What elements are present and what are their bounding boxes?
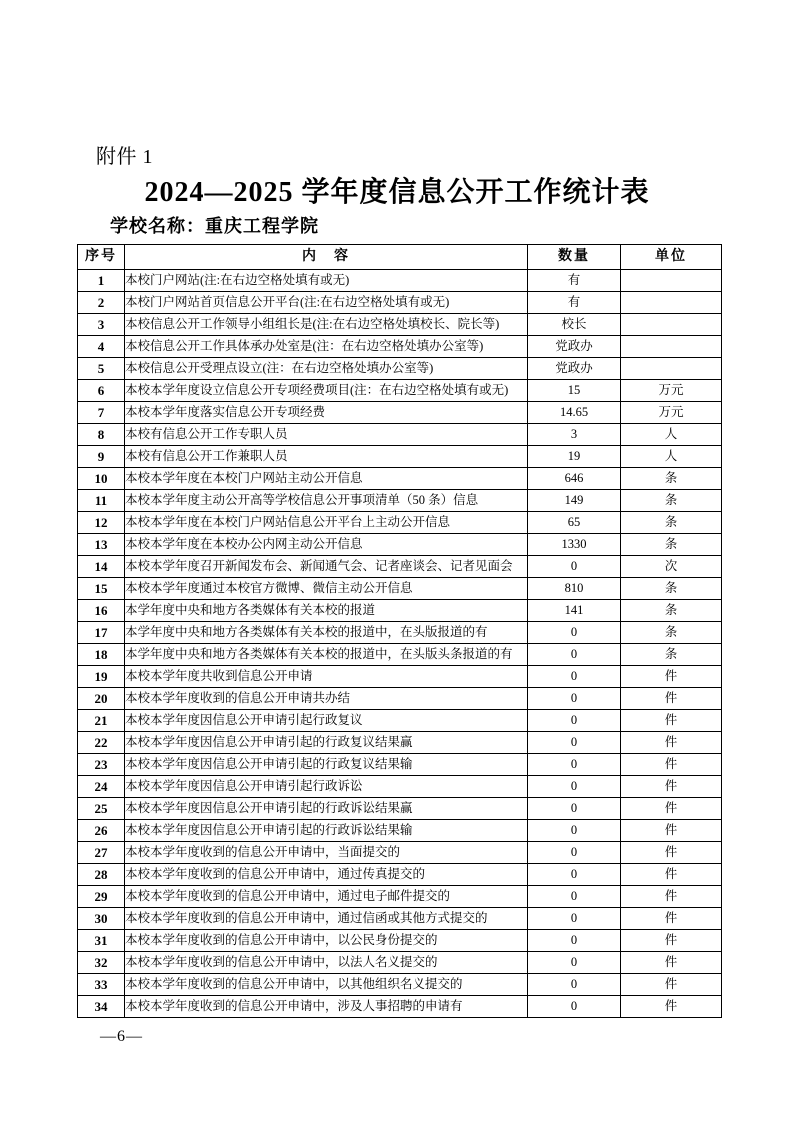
cell-no: 25 — [78, 798, 125, 820]
table-row — [78, 380, 722, 402]
cell-quantity: 有 — [528, 270, 621, 292]
cell-quantity: 0 — [528, 776, 621, 798]
cell-no: 4 — [78, 336, 125, 358]
cell-quantity: 1330 — [528, 534, 621, 556]
table-row — [78, 996, 722, 1018]
cell-no: 18 — [78, 644, 125, 666]
table-row — [78, 952, 722, 974]
cell-quantity: 0 — [528, 556, 621, 578]
table-row — [78, 622, 722, 644]
cell-content: 本校本学年度因信息公开申请引起行政诉讼 — [125, 776, 528, 798]
table-row — [78, 710, 722, 732]
cell-unit: 条 — [621, 490, 722, 512]
school-name-line: 学校名称：重庆工程学院 — [110, 216, 319, 236]
table-row — [78, 732, 722, 754]
cell-content: 本校本学年度因信息公开申请引起的行政诉讼结果赢 — [125, 798, 528, 820]
cell-no: 26 — [78, 820, 125, 842]
cell-content: 本校本学年度在本校门户网站信息公开平台上主动公开信息 — [125, 512, 528, 534]
cell-unit: 件 — [621, 710, 722, 732]
cell-no: 20 — [78, 688, 125, 710]
cell-quantity: 0 — [528, 930, 621, 952]
table-row — [78, 600, 722, 622]
cell-content: 本校本学年度收到的信息公开申请中，以公民身份提交的 — [125, 930, 528, 952]
cell-unit: 件 — [621, 666, 722, 688]
cell-quantity: 149 — [528, 490, 621, 512]
cell-unit: 条 — [621, 600, 722, 622]
cell-no: 24 — [78, 776, 125, 798]
table-row — [78, 424, 722, 446]
cell-quantity: 校长 — [528, 314, 621, 336]
cell-content: 本校本学年度通过本校官方微博、微信主动公开信息 — [125, 578, 528, 600]
cell-content: 本校信息公开受理点设立(注：在右边空格处填办公室等) — [125, 358, 528, 380]
cell-unit: 件 — [621, 820, 722, 842]
cell-content: 本校本学年度主动公开高等学校信息公开事项清单（50 条）信息 — [125, 490, 528, 512]
cell-content: 本校本学年度设立信息公开专项经费项目(注：在右边空格处填有或无) — [125, 380, 528, 402]
cell-no: 3 — [78, 314, 125, 336]
cell-unit — [621, 292, 722, 314]
cell-unit: 条 — [621, 578, 722, 600]
cell-quantity: 65 — [528, 512, 621, 534]
cell-no: 29 — [78, 886, 125, 908]
cell-unit: 件 — [621, 974, 722, 996]
cell-quantity: 0 — [528, 732, 621, 754]
cell-unit: 条 — [621, 512, 722, 534]
cell-content: 本校信息公开工作领导小组组长是(注:在右边空格处填校长、院长等) — [125, 314, 528, 336]
cell-quantity: 党政办 — [528, 358, 621, 380]
table-row — [78, 842, 722, 864]
cell-no: 27 — [78, 842, 125, 864]
cell-no: 33 — [78, 974, 125, 996]
cell-quantity: 3 — [528, 424, 621, 446]
table-row — [78, 820, 722, 842]
table-row — [78, 314, 722, 336]
table-row — [78, 402, 722, 424]
cell-content: 本校本学年度因信息公开申请引起的行政诉讼结果输 — [125, 820, 528, 842]
cell-no: 2 — [78, 292, 125, 314]
cell-no: 7 — [78, 402, 125, 424]
table-row — [78, 754, 722, 776]
cell-content: 本学年度中央和地方各类媒体有关本校的报道中，在头版头条报道的有 — [125, 644, 528, 666]
cell-content: 本校本学年度收到的信息公开申请中，通过信函或其他方式提交的 — [125, 908, 528, 930]
table-row — [78, 490, 722, 512]
cell-quantity: 15 — [528, 380, 621, 402]
cell-unit: 件 — [621, 886, 722, 908]
table-row — [78, 886, 722, 908]
cell-quantity: 0 — [528, 842, 621, 864]
cell-content: 本校信息公开工作具体承办处室是(注：在右边空格处填办公室等) — [125, 336, 528, 358]
cell-quantity: 0 — [528, 688, 621, 710]
cell-quantity: 0 — [528, 864, 621, 886]
cell-unit: 万元 — [621, 402, 722, 424]
cell-unit: 次 — [621, 556, 722, 578]
cell-quantity: 0 — [528, 666, 621, 688]
page-number: —6— — [100, 1028, 143, 1045]
cell-quantity: 0 — [528, 754, 621, 776]
cell-unit: 条 — [621, 468, 722, 490]
cell-no: 32 — [78, 952, 125, 974]
cell-unit: 人 — [621, 424, 722, 446]
cell-content: 本校有信息公开工作专职人员 — [125, 424, 528, 446]
cell-unit: 条 — [621, 622, 722, 644]
column-header-no: 序号 — [78, 245, 125, 270]
cell-content: 本校本学年度在本校办公内网主动公开信息 — [125, 534, 528, 556]
cell-quantity: 0 — [528, 710, 621, 732]
table-row — [78, 512, 722, 534]
cell-no: 34 — [78, 996, 125, 1018]
table-row — [78, 864, 722, 886]
table-row — [78, 930, 722, 952]
cell-unit — [621, 336, 722, 358]
column-header-unit: 单位 — [621, 245, 722, 270]
cell-content: 本校本学年度收到的信息公开申请中，以其他组织名义提交的 — [125, 974, 528, 996]
table-row — [78, 534, 722, 556]
table-row — [78, 446, 722, 468]
cell-content: 本校本学年度收到的信息公开申请中，通过传真提交的 — [125, 864, 528, 886]
table-row — [78, 644, 722, 666]
table-row — [78, 908, 722, 930]
cell-content: 本校本学年度召开新闻发布会、新闻通气会、记者座谈会、记者见面会 — [125, 556, 528, 578]
cell-no: 31 — [78, 930, 125, 952]
cell-content: 本校本学年度收到的信息公开申请中，涉及人事招聘的申请有 — [125, 996, 528, 1018]
cell-no: 14 — [78, 556, 125, 578]
attachment-label: 附件 1 — [96, 146, 153, 168]
page-title: 2024—2025 学年度信息公开工作统计表 — [144, 177, 650, 208]
cell-content: 本校本学年度因信息公开申请引起的行政复议结果赢 — [125, 732, 528, 754]
cell-unit: 条 — [621, 534, 722, 556]
cell-content: 本校本学年度收到的信息公开申请共办结 — [125, 688, 528, 710]
table-row — [78, 556, 722, 578]
cell-content: 本校有信息公开工作兼职人员 — [125, 446, 528, 468]
cell-no: 23 — [78, 754, 125, 776]
cell-unit: 件 — [621, 798, 722, 820]
cell-quantity: 有 — [528, 292, 621, 314]
cell-unit — [621, 314, 722, 336]
cell-quantity: 0 — [528, 820, 621, 842]
table-row — [78, 336, 722, 358]
cell-quantity: 0 — [528, 908, 621, 930]
cell-no: 8 — [78, 424, 125, 446]
table-row — [78, 292, 722, 314]
cell-no: 13 — [78, 534, 125, 556]
cell-no: 1 — [78, 270, 125, 292]
table-row — [78, 270, 722, 292]
cell-unit: 件 — [621, 732, 722, 754]
cell-quantity: 141 — [528, 600, 621, 622]
cell-content: 本校本学年度收到的信息公开申请中，以法人名义提交的 — [125, 952, 528, 974]
cell-content: 本校门户网站首页信息公开平台(注:在右边空格处填有或无) — [125, 292, 528, 314]
cell-no: 10 — [78, 468, 125, 490]
cell-quantity: 0 — [528, 996, 621, 1018]
cell-quantity: 0 — [528, 798, 621, 820]
cell-content: 本校门户网站(注:在右边空格处填有或无) — [125, 270, 528, 292]
column-header-content: 内 容 — [125, 245, 528, 270]
cell-content: 本学年度中央和地方各类媒体有关本校的报道 — [125, 600, 528, 622]
cell-no: 11 — [78, 490, 125, 512]
cell-unit: 万元 — [621, 380, 722, 402]
cell-quantity: 0 — [528, 886, 621, 908]
cell-content: 本校本学年度因信息公开申请引起行政复议 — [125, 710, 528, 732]
cell-unit — [621, 358, 722, 380]
statistics-table — [77, 244, 722, 1018]
cell-quantity: 19 — [528, 446, 621, 468]
cell-no: 17 — [78, 622, 125, 644]
cell-unit: 件 — [621, 996, 722, 1018]
cell-no: 6 — [78, 380, 125, 402]
table-row — [78, 358, 722, 380]
cell-content: 本校本学年度落实信息公开专项经费 — [125, 402, 528, 424]
cell-content: 本校本学年度因信息公开申请引起的行政复议结果输 — [125, 754, 528, 776]
cell-no: 19 — [78, 666, 125, 688]
column-header-qty: 数量 — [528, 245, 621, 270]
cell-no: 12 — [78, 512, 125, 534]
cell-quantity: 党政办 — [528, 336, 621, 358]
table-row — [78, 688, 722, 710]
cell-quantity: 0 — [528, 952, 621, 974]
cell-unit: 件 — [621, 776, 722, 798]
cell-unit: 件 — [621, 908, 722, 930]
cell-content: 本校本学年度收到的信息公开申请中，当面提交的 — [125, 842, 528, 864]
cell-unit: 件 — [621, 754, 722, 776]
table-row — [78, 776, 722, 798]
cell-quantity: 0 — [528, 974, 621, 996]
cell-unit: 件 — [621, 930, 722, 952]
table-header — [78, 245, 722, 270]
cell-unit: 件 — [621, 688, 722, 710]
cell-quantity: 14.65 — [528, 402, 621, 424]
table-row — [78, 468, 722, 490]
cell-quantity: 0 — [528, 622, 621, 644]
cell-quantity: 646 — [528, 468, 621, 490]
cell-content: 本校本学年度收到的信息公开申请中，通过电子邮件提交的 — [125, 886, 528, 908]
cell-no: 30 — [78, 908, 125, 930]
cell-no: 22 — [78, 732, 125, 754]
table-row — [78, 974, 722, 996]
table-header-row — [78, 245, 722, 270]
cell-unit: 件 — [621, 864, 722, 886]
table-row — [78, 578, 722, 600]
cell-content: 本校本学年度共收到信息公开申请 — [125, 666, 528, 688]
cell-no: 28 — [78, 864, 125, 886]
cell-no: 15 — [78, 578, 125, 600]
cell-unit: 件 — [621, 842, 722, 864]
cell-unit: 条 — [621, 644, 722, 666]
table-row — [78, 798, 722, 820]
cell-content: 本学年度中央和地方各类媒体有关本校的报道中，在头版报道的有 — [125, 622, 528, 644]
cell-unit: 件 — [621, 952, 722, 974]
cell-quantity: 810 — [528, 578, 621, 600]
cell-no: 5 — [78, 358, 125, 380]
cell-no: 21 — [78, 710, 125, 732]
table-body — [78, 270, 722, 1018]
cell-content: 本校本学年度在本校门户网站主动公开信息 — [125, 468, 528, 490]
table-row — [78, 666, 722, 688]
cell-unit: 人 — [621, 446, 722, 468]
cell-no: 9 — [78, 446, 125, 468]
cell-quantity: 0 — [528, 644, 621, 666]
cell-no: 16 — [78, 600, 125, 622]
cell-unit — [621, 270, 722, 292]
